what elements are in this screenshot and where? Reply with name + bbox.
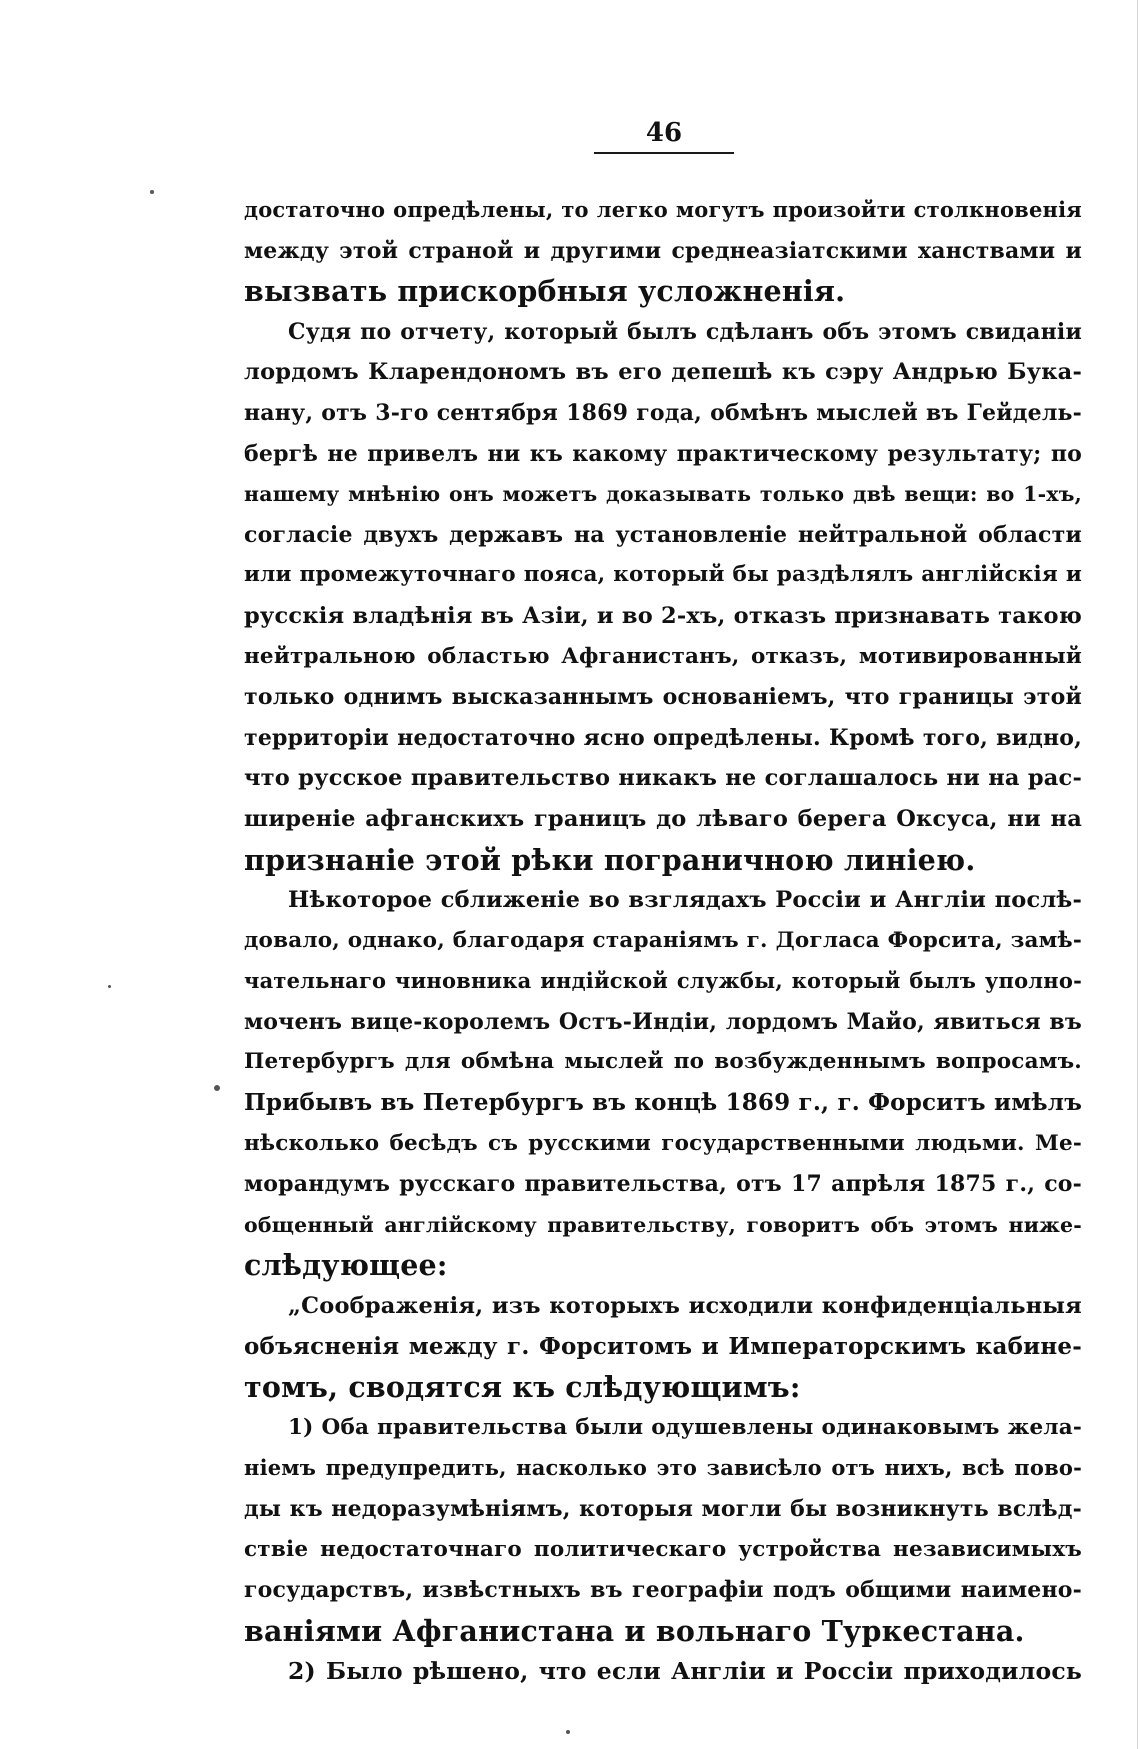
text-line: только однимъ высказаннымъ основаніемъ, что границы этой (244, 684, 1082, 711)
text-line: ніемъ предупредить, насколько это зависѣло отъ нихъ, всѣ пово- (244, 1455, 1082, 1481)
text-line: вызвать прискорбныя усложненія. (244, 274, 846, 309)
text-line: нѣсколько бесѣдъ съ русскими государственными людьми. Ме- (244, 1130, 1082, 1156)
scan-speck (150, 190, 154, 194)
text-line: нейтральною областью Афганистанъ, отказъ, мотивированный (244, 643, 1082, 669)
page-number-rule (594, 152, 734, 154)
page-edge-line (1137, 0, 1138, 1749)
text-line: нану, отъ 3-го сентября 1869 года, обмѣнъ мыслей въ Гейдель- (244, 399, 1082, 426)
text-line: чательнаго чиновника индійской службы, который былъ уполно- (244, 968, 1082, 994)
text-line: Прибывъ въ Петербургъ въ концѣ 1869 г., г. Форситъ имѣлъ (244, 1089, 1083, 1117)
text-line: довало, однако, благодаря стараніямъ г. Догласа Форсита, замѣ- (244, 927, 1082, 953)
scan-speck (108, 985, 111, 988)
text-line: русскія владѣнія въ Азіи, и во 2-хъ, отказъ признавать такою (244, 602, 1082, 629)
text-line: между этой страной и другими среднеазіатскими ханствами и (244, 237, 1082, 264)
text-line: ширеніе афганскихъ границъ до лѣваго берега Оксуса, ни на (244, 805, 1082, 832)
scan-speck (566, 1730, 570, 1734)
text-line: государствъ, извѣстныхъ въ географіи подъ общими наимено- (244, 1577, 1082, 1604)
text-line: Петербургъ для обмѣна мыслей по возбужденнымъ вопросамъ. (244, 1049, 1082, 1075)
text-line: что русское правительство никакъ не соглашалось ни на рас- (244, 765, 1082, 792)
text-line: лордомъ Кларендономъ въ его депешѣ къ сэру Андрью Бука- (244, 359, 1082, 386)
body-text (244, 190, 1082, 1692)
text-line: ваніями Афганистана и вольнаго Туркестана. (244, 1613, 1025, 1648)
text-line: бергѣ не привелъ ни къ какому практическому результату; по (244, 440, 1082, 467)
text-line: ды къ недоразумѣніямъ, которыя могли бы возникнуть вслѣд- (244, 1496, 1082, 1522)
text-line: объясненія между г. Форситомъ и Императорскимъ кабине- (244, 1332, 1082, 1360)
text-line: „Соображенія, изъ которыхъ исходили конфиденціальныя (288, 1293, 1082, 1320)
text-line: морандумъ русскаго правительства, отъ 17 апрѣля 1875 г., со- (244, 1171, 1082, 1198)
text-line: или промежуточнаго пояса, который бы раздѣлялъ англійскія и (244, 562, 1082, 588)
scan-speck (214, 1085, 220, 1091)
text-line: 2) Было рѣшено, что если Англіи и Россіи приходилось (288, 1657, 1082, 1686)
text-line: признаніе этой рѣки пограничною линіею. (244, 842, 976, 877)
text-line: согласіе двухъ державъ на установленіе нейтральной области (244, 521, 1082, 548)
text-line: моченъ вице-королемъ Остъ-Индіи, лордомъ Майо, явиться въ (244, 1008, 1082, 1035)
text-line: нашему мнѣнію онъ можетъ доказывать только двѣ вещи: во 1-хъ, (244, 482, 1082, 507)
page-number: 46 (645, 118, 683, 148)
text-line: Судя по отчету, который былъ сдѣланъ объ этомъ свиданіи (288, 318, 1082, 345)
text-line: территоріи недостаточно ясно опредѣлены. Кромѣ того, видно, (244, 724, 1082, 751)
text-line: ствіе недостаточнаго политическаго устройства независимыхъ (244, 1536, 1082, 1562)
text-line: Нѣкоторое сближеніе во взглядахъ Россіи и Англіи послѣ- (288, 887, 1082, 914)
text-line: 1) Оба правительства были одушевлены одинаковымъ жела- (288, 1414, 1082, 1440)
text-line: слѣдующее: (244, 1248, 448, 1283)
text-line: общенный англійскому правительству, говоритъ объ этомъ ниже- (244, 1212, 1082, 1237)
text-line: томъ, сводятся къ слѣдующимъ: (244, 1370, 801, 1405)
text-line: достаточно опредѣлены, то легко могутъ произойти столкновенія (244, 197, 1082, 222)
